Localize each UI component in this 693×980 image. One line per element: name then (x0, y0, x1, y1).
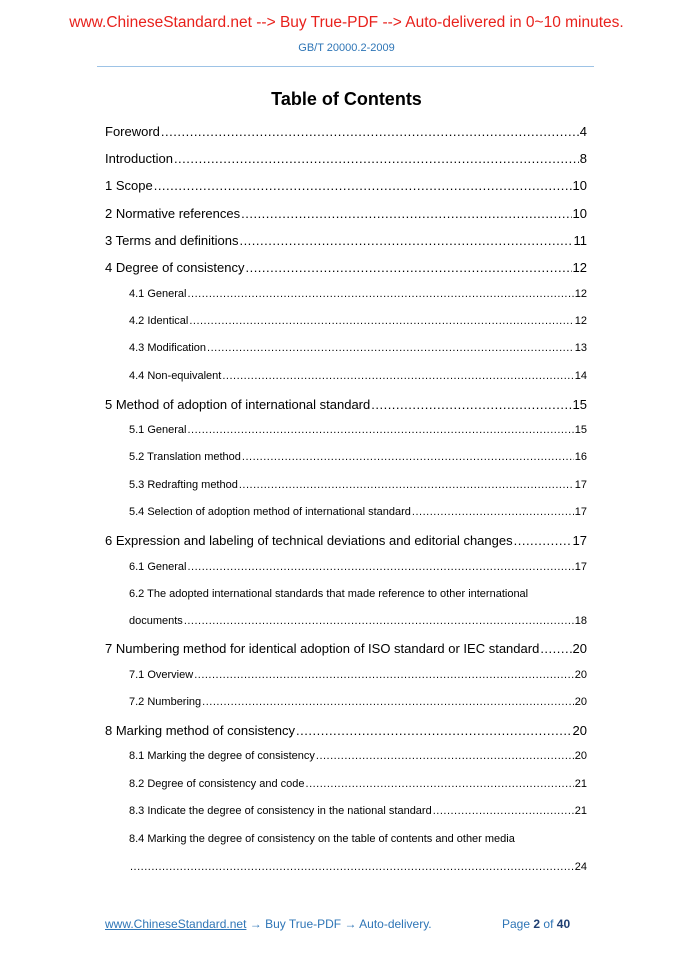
toc-leader (187, 288, 573, 300)
toc-page-number: 20 (574, 669, 587, 681)
promo-banner: www.ChineseStandard.net --> Buy True-PDF --> Auto-delivered in 0~10 minutes. (69, 14, 624, 31)
toc-entry-title: 7 Numbering method for identical adoption of ISO standard or IEC standard (105, 641, 540, 656)
toc-entry-title[interactable]: 8.4 Marking the degree of consistency on the table of contents and other media (129, 833, 515, 845)
toc-entry-title: 4.4 Non-equivalent (129, 370, 222, 382)
toc-page-number: 20 (574, 750, 587, 762)
toc-entry[interactable] (129, 696, 587, 708)
toc-leader (174, 151, 579, 166)
toc-entry-title: 5 Method of adoption of international standard (105, 397, 371, 412)
toc-leader (306, 778, 574, 790)
arrow-icon: → (249, 917, 262, 931)
page-title: Table of Contents (271, 89, 422, 109)
toc-page-number: 17 (574, 561, 587, 573)
toc-entry-title: 5.4 Selection of adoption method of international standard (129, 506, 411, 518)
toc-entry[interactable] (105, 124, 587, 139)
toc-leader (154, 178, 572, 193)
toc-entry-continuation: documents (129, 615, 183, 627)
toc-leader (245, 260, 571, 275)
page-label: Page (502, 917, 531, 931)
toc-page-number: 13 (574, 342, 587, 354)
toc-entry-title: 8.1 Marking the degree of consistency (129, 750, 315, 762)
toc-entry[interactable] (129, 805, 587, 817)
toc-page-number: 20 (572, 723, 587, 738)
footer-buy-text: Buy True-PDF (265, 917, 342, 931)
toc-entry-title: 7.1 Overview (129, 669, 194, 681)
toc-leader (242, 451, 574, 463)
total-pages-number: 40 (556, 917, 571, 931)
toc-leader (241, 206, 571, 221)
toc-entry[interactable] (129, 479, 587, 491)
toc-entry[interactable] (105, 151, 587, 166)
toc-page-number: 21 (574, 778, 587, 790)
toc-entry[interactable] (129, 561, 587, 573)
toc-entry[interactable] (129, 451, 587, 463)
toc-entry-title: 6.1 General (129, 561, 187, 573)
toc-page-number: 17 (572, 533, 587, 548)
toc-page-number: 20 (572, 641, 587, 656)
arrow-icon: → (344, 917, 357, 931)
toc-entry-title: 5.2 Translation method (129, 451, 241, 463)
toc-leader (202, 696, 574, 708)
toc-page-number: 4 (579, 124, 587, 139)
toc-entry-title: 4 Degree of consistency (105, 260, 245, 275)
toc-page-number: 15 (574, 424, 587, 436)
toc-entry-title: 6 Expression and labeling of technical deviations and editorial changes (105, 533, 513, 548)
toc-leader (187, 424, 573, 436)
toc-entry[interactable] (129, 669, 587, 681)
toc-entry[interactable] (129, 370, 587, 382)
toc-leader (222, 370, 573, 382)
toc-entry-title: Foreword (105, 124, 160, 139)
toc-leader (371, 397, 571, 412)
toc-page-number: 12 (572, 260, 587, 275)
toc-leader (296, 723, 571, 738)
toc-leader (194, 669, 574, 681)
toc-leader (161, 124, 579, 139)
toc-leader (433, 805, 574, 817)
toc-entry[interactable] (129, 750, 587, 762)
toc-page-number: 12 (574, 288, 587, 300)
footer-delivery-text: Auto-delivery. (359, 917, 432, 931)
toc-entry[interactable] (129, 424, 587, 436)
toc-leader (540, 641, 571, 656)
toc-entry-title: 4.1 General (129, 288, 187, 300)
standard-code: GB/T 20000.2-2009 (298, 42, 395, 54)
toc-entry[interactable] (129, 288, 587, 300)
footer-site-link[interactable]: www.ChineseStandard.net (105, 917, 247, 931)
toc-leader (130, 861, 574, 873)
toc-page-number: 11 (573, 233, 587, 248)
toc-entry[interactable] (129, 861, 587, 873)
toc-entry-title: 1 Scope (105, 178, 153, 193)
of-label: of (543, 917, 554, 931)
current-page-number: 2 (533, 917, 541, 931)
toc-leader (514, 533, 572, 548)
toc-entry-title: 2 Normative references (105, 206, 241, 221)
toc-page-number: 18 (574, 615, 587, 627)
toc-leader (189, 315, 573, 327)
toc-entry[interactable] (105, 178, 587, 193)
toc-entry-title: 5.3 Redrafting method (129, 479, 238, 491)
toc-entry-title: 8.3 Indicate the degree of consistency in the national standard (129, 805, 432, 817)
toc-page-number: 8 (579, 151, 587, 166)
toc-page-number: 17 (574, 479, 587, 491)
toc-entry[interactable] (129, 315, 587, 327)
toc-page-number: 20 (574, 696, 587, 708)
footer-purchase-line (105, 917, 432, 931)
toc-page-number: 16 (574, 451, 587, 463)
page-indicator (502, 917, 570, 931)
toc-entry[interactable] (105, 641, 587, 656)
toc-entry[interactable] (105, 233, 587, 248)
toc-entry[interactable] (129, 342, 587, 354)
toc-entry-title: Introduction (105, 151, 173, 166)
toc-leader (239, 479, 574, 491)
toc-leader (184, 615, 574, 627)
toc-entry[interactable] (105, 533, 587, 548)
toc-entry-title: 3 Terms and definitions (105, 233, 239, 248)
toc-entry-title: 4.3 Modification (129, 342, 207, 354)
toc-entry-title: 5.1 General (129, 424, 187, 436)
toc-entry[interactable] (105, 723, 587, 738)
toc-leader (412, 506, 574, 518)
toc-entry-title[interactable]: 6.2 The adopted international standards that made reference to other international (129, 588, 529, 600)
toc-entry[interactable] (129, 778, 587, 790)
toc-entry[interactable] (105, 206, 587, 221)
toc-entry-title: 4.2 Identical (129, 315, 189, 327)
toc-page-number: 17 (574, 506, 587, 518)
toc-leader (207, 342, 574, 354)
toc-page-number: 14 (574, 370, 587, 382)
toc-leader (316, 750, 574, 762)
toc-leader (239, 233, 572, 248)
toc-entry-title: 7.2 Numbering (129, 696, 202, 708)
toc-entry-title: 8 Marking method of consistency (105, 723, 296, 738)
toc-entry[interactable] (129, 506, 587, 518)
toc-entry[interactable] (105, 397, 587, 412)
toc-page-number: 10 (572, 178, 587, 193)
toc-leader (187, 561, 573, 573)
toc-entry[interactable] (129, 615, 587, 627)
toc-page-number: 10 (572, 206, 587, 221)
toc-page-number: 21 (574, 805, 587, 817)
toc-entry[interactable] (105, 260, 587, 275)
toc-page-number: 24 (574, 861, 587, 873)
toc-page-number: 12 (574, 315, 587, 327)
toc-entry-title: 8.2 Degree of consistency and code (129, 778, 305, 790)
toc-page-number: 15 (572, 397, 587, 412)
